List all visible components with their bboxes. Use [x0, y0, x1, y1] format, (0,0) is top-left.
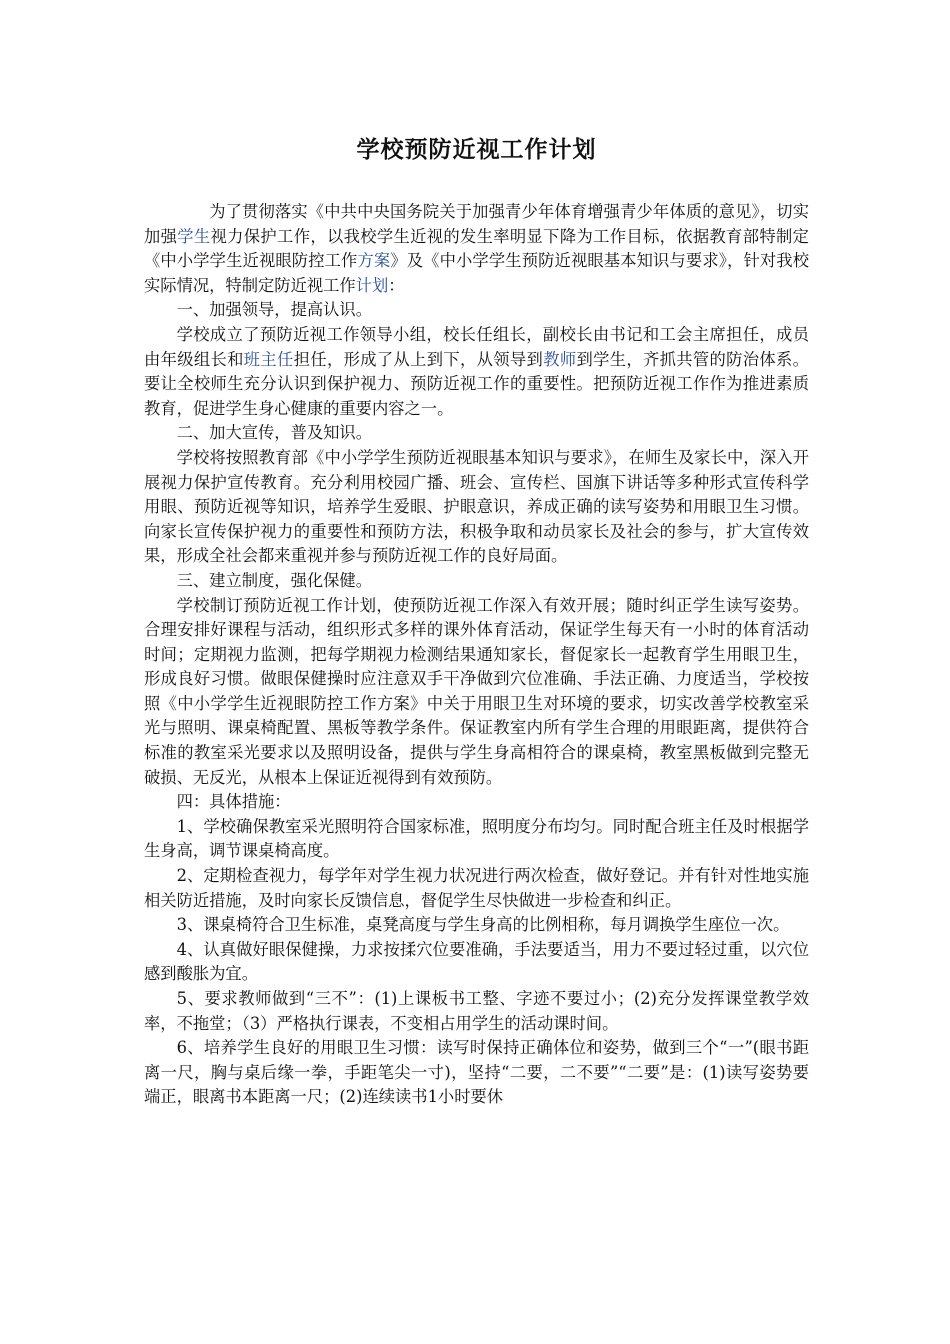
section3-body: 学校制订预防近视工作计划，使预防近视工作深入有效开展；随时纠正学生读写姿势。合理安排好课程与活动，组织形式多样的课外体育活动，保证学生每天有一小时的体育活动时间；定期视力监测，把每学期视力检测结果通知家长，督促家长一起教育学生用眼卫生，形成良好习惯。做眼保健操时应注意双手干净做到穴位准确、手法正确、力度适当，学校按照《中小学学生近视眼防控工作方案》中关于用眼卫生对环境的要求，切实改善学校教室采光与照明、课桌椅配置、黑板等教学条件。保证教室内所有学生合理的用眼距离，提供符合标准的教室采光要求以及照明设备，提供与学生身高相符合的课桌椅，教室黑板做到完整无破损、无反光，从根本上保证近视得到有效预防。 [144, 595, 809, 787]
intro-text-3: 》及《中小学学生预防近视眼基本知识与要求》，针对我校实际情况，特制定防近视工作 [144, 251, 809, 295]
section2-body: 学校将按照教育部《中小学学生预防近视眼基本知识与要求》，在师生及家长中，深入开展视力保护宣传教育。充分利用校园广播、班会、宣传栏、国旗下讲话等多种形式宣传科学用眼、预防近视等知识，培养学生爱眼、护眼意识，养成正确的读写姿势和用眼卫生习惯。向家长宣传保护视力的重要性和预防方法，积极争取和动员家长及社会的参与，扩大宣传效果，形成全社会都来重视并参与预防近视工作的良好局面。 [144, 447, 809, 566]
intro-text-2: 视力保护工作，以我校学生近视的发生率明显下降为工作目标，依据教育部特制定《中小学学生近视眼防控工作 [144, 226, 809, 271]
intro-text-4: ： [388, 275, 405, 295]
measure-item: 3、课桌椅符合卫生标准，桌凳高度与学生身高的比例相称，每月调换学生座位一次。 [176, 915, 790, 935]
measure-item: 1、学校确保教室采光照明符合国家标准，照明度分布均匀。同时配合班主任及时根据学生身高，调节课桌椅高度。 [144, 816, 809, 861]
document-page [144, 128, 809, 1110]
section3-heading: 三、建立制度，强化保健。 [176, 570, 372, 590]
section1-body [144, 323, 809, 421]
link-plan-scheme[interactable]: 方案 [357, 251, 391, 271]
section1-text-2: 担任，形成了从上到下，从领导到 [293, 349, 544, 369]
document-title: 学校预防近视工作计划 [356, 136, 597, 163]
section1-text-3: 到学生，齐抓共管的防治体系。要让全校师生充分认识到保护视力、预防近视工作的重要性。把预防近视工作作为推进素质教育，促进学生身心健康的重要内容之一。 [144, 349, 809, 418]
section1-text-1: 学校成立了预防近视工作领导小组，校长任组长，副校长由书记和工会主席担任，成员由年级组长和 [144, 324, 809, 369]
measure-item: 5、要求教师做到“三不”：(1)上课板书工整、字迹不要过小；(2)充分发挥课堂教学效率，不拖堂；（3）严格执行课表，不变相占用学生的活动课时间。 [144, 989, 809, 1033]
intro-paragraph [144, 200, 809, 298]
section2-heading: 二、加大宣传，普及知识。 [176, 423, 372, 443]
link-head-teacher[interactable]: 班主任 [243, 349, 294, 369]
link-student[interactable]: 学生 [177, 226, 211, 246]
section4-heading: 四：具体措施： [176, 792, 291, 812]
section1-heading: 一、加强领导，提高认识。 [176, 300, 372, 320]
link-teacher[interactable]: 教师 [543, 349, 577, 369]
measure-item: 4、认真做好眼保健操，力求按揉穴位要准确，手法要适当，用力不要过轻过重，以穴位感到酸胀为宜。 [144, 939, 809, 984]
intro-text-1: 为了贯彻落实《中共中央国务院关于加强青少年体育增强青少年体质的意见》，切实加强 [144, 202, 809, 246]
measure-item: 2、定期检查视力，每学年对学生视力状况进行两次检查，做好登记。并有针对性地实施相关防近措施，及时向家长反馈信息，督促学生尽快做进一步检查和纠正。 [144, 866, 809, 910]
link-plan[interactable]: 计划 [355, 275, 389, 295]
measure-item: 6、培养学生良好的用眼卫生习惯：读写时保持正确体位和姿势，做到三个“一”(眼书距离一尺，胸与桌后缘一拳，手距笔尖一寸)，坚持“二要，二不要”“二要”是：(1)读写姿势要端正，眼离书本距离一尺；(2)连续读书1小时要休 [144, 1038, 809, 1107]
